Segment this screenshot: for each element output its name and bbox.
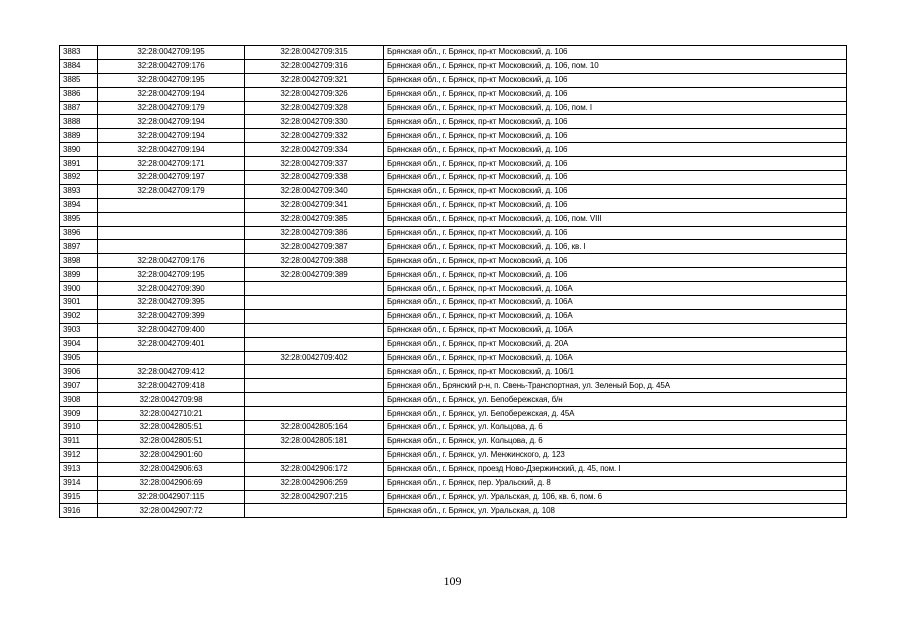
row-number-cell: 3893	[60, 184, 98, 198]
row-number-cell: 3905	[60, 351, 98, 365]
object-cadastral-number-cell	[245, 323, 384, 337]
row-number-cell: 3902	[60, 309, 98, 323]
cadastral-number-cell	[98, 212, 245, 226]
row-number-cell: 3890	[60, 143, 98, 157]
object-cadastral-number-cell: 32:28:0042709:321	[245, 73, 384, 87]
object-cadastral-number-cell	[245, 504, 384, 518]
object-cadastral-number-cell: 32:28:0042805:181	[245, 434, 384, 448]
table-row	[60, 462, 847, 476]
row-number-cell: 3888	[60, 115, 98, 129]
row-number-cell: 3907	[60, 379, 98, 393]
cadastral-number-cell: 32:28:0042709:401	[98, 337, 245, 351]
address-cell: Брянская обл., г. Брянск, пр-кт Московский, д. 106А	[384, 323, 847, 337]
table-row	[60, 309, 847, 323]
table-row	[60, 379, 847, 393]
cadastral-number-cell: 32:28:0042906:69	[98, 476, 245, 490]
address-cell: Брянская обл., г. Брянск, пер. Уральский, д. 8	[384, 476, 847, 490]
table-row	[60, 226, 847, 240]
table-row	[60, 254, 847, 268]
address-cell: Брянская обл., г. Брянск, проезд Ново-Дзержинский, д. 45, пом. I	[384, 462, 847, 476]
object-cadastral-number-cell: 32:28:0042709:338	[245, 171, 384, 185]
cadastral-number-cell: 32:28:0042709:176	[98, 59, 245, 73]
cadastral-number-cell: 32:28:0042709:195	[98, 268, 245, 282]
table-row	[60, 504, 847, 518]
table-row	[60, 421, 847, 435]
row-number-cell: 3910	[60, 421, 98, 435]
address-cell: Брянская обл., г. Брянск, пр-кт Московский, д. 106/1	[384, 365, 847, 379]
table-row	[60, 157, 847, 171]
table-row	[60, 490, 847, 504]
row-number-cell: 3908	[60, 393, 98, 407]
table-row	[60, 323, 847, 337]
address-cell: Брянская обл., г. Брянск, пр-кт Московский, д. 106, пом. I	[384, 101, 847, 115]
cadastral-number-cell: 32:28:0042805:51	[98, 434, 245, 448]
object-cadastral-number-cell: 32:28:0042709:328	[245, 101, 384, 115]
table-row	[60, 73, 847, 87]
cadastral-number-cell: 32:28:0042709:400	[98, 323, 245, 337]
cadastral-number-cell: 32:28:0042906:63	[98, 462, 245, 476]
object-cadastral-number-cell: 32:28:0042709:402	[245, 351, 384, 365]
cadastral-number-cell: 32:28:0042709:98	[98, 393, 245, 407]
address-cell: Брянская обл., г. Брянск, пр-кт Московский, д. 106	[384, 46, 847, 60]
cadastral-number-cell: 32:28:0042710:21	[98, 407, 245, 421]
object-cadastral-number-cell: 32:28:0042709:341	[245, 198, 384, 212]
object-cadastral-number-cell	[245, 393, 384, 407]
row-number-cell: 3904	[60, 337, 98, 351]
row-number-cell: 3887	[60, 101, 98, 115]
table-row	[60, 407, 847, 421]
address-cell: Брянская обл., г. Брянск, пр-кт Московский, д. 106	[384, 129, 847, 143]
object-cadastral-number-cell: 32:28:0042805:164	[245, 421, 384, 435]
table-row	[60, 115, 847, 129]
table-row	[60, 268, 847, 282]
cadastral-number-cell: 32:28:0042709:412	[98, 365, 245, 379]
row-number-cell: 3903	[60, 323, 98, 337]
row-number-cell: 3894	[60, 198, 98, 212]
row-number-cell: 3901	[60, 296, 98, 310]
table-row	[60, 351, 847, 365]
cadastral-number-cell: 32:28:0042901:60	[98, 448, 245, 462]
row-number-cell: 3906	[60, 365, 98, 379]
object-cadastral-number-cell	[245, 282, 384, 296]
row-number-cell: 3897	[60, 240, 98, 254]
cadastral-number-cell	[98, 198, 245, 212]
object-cadastral-number-cell: 32:28:0042709:340	[245, 184, 384, 198]
object-cadastral-number-cell	[245, 448, 384, 462]
cadastral-number-cell: 32:28:0042709:194	[98, 87, 245, 101]
object-cadastral-number-cell: 32:28:0042709:326	[245, 87, 384, 101]
cadastral-number-cell: 32:28:0042709:194	[98, 143, 245, 157]
table-row	[60, 393, 847, 407]
row-number-cell: 3889	[60, 129, 98, 143]
row-number-cell: 3916	[60, 504, 98, 518]
address-cell: Брянская обл., г. Брянск, пр-кт Московский, д. 106	[384, 226, 847, 240]
object-cadastral-number-cell: 32:28:0042709:389	[245, 268, 384, 282]
table-row	[60, 46, 847, 60]
address-cell: Брянская обл., г. Брянск, пр-кт Московский, д. 106	[384, 184, 847, 198]
cadastral-number-cell: 32:28:0042709:176	[98, 254, 245, 268]
address-cell: Брянская обл., г. Брянск, пр-кт Московский, д. 106	[384, 254, 847, 268]
row-number-cell: 3913	[60, 462, 98, 476]
address-cell: Брянская обл., г. Брянск, пр-кт Московский, д. 106, пом. 10	[384, 59, 847, 73]
object-cadastral-number-cell	[245, 309, 384, 323]
object-cadastral-number-cell	[245, 337, 384, 351]
object-cadastral-number-cell: 32:28:0042709:332	[245, 129, 384, 143]
cadastral-number-cell: 32:28:0042709:179	[98, 101, 245, 115]
table-row	[60, 87, 847, 101]
table-row	[60, 365, 847, 379]
row-number-cell: 3911	[60, 434, 98, 448]
address-cell: Брянская обл., г. Брянск, ул. Бепобережская, б/н	[384, 393, 847, 407]
table-body	[60, 46, 847, 518]
address-cell: Брянская обл., г. Брянск, ул. Кольцова, д. 6	[384, 421, 847, 435]
cadastral-number-cell: 32:28:0042709:194	[98, 129, 245, 143]
page-number: 109	[443, 574, 462, 588]
address-cell: Брянская обл., г. Брянск, ул. Кольцова, д. 6	[384, 434, 847, 448]
table-row	[60, 198, 847, 212]
object-cadastral-number-cell: 32:28:0042907:215	[245, 490, 384, 504]
table-row	[60, 476, 847, 490]
row-number-cell: 3915	[60, 490, 98, 504]
row-number-cell: 3883	[60, 46, 98, 60]
cadastral-number-cell: 32:28:0042709:194	[98, 115, 245, 129]
object-cadastral-number-cell	[245, 296, 384, 310]
object-cadastral-number-cell: 32:28:0042709:386	[245, 226, 384, 240]
address-cell: Брянская обл., г. Брянск, пр-кт Московский, д. 106	[384, 157, 847, 171]
address-cell: Брянская обл., г. Брянск, пр-кт Московский, д. 106	[384, 87, 847, 101]
table-row	[60, 59, 847, 73]
table-row	[60, 143, 847, 157]
object-cadastral-number-cell: 32:28:0042709:337	[245, 157, 384, 171]
cadastral-number-cell: 32:28:0042709:395	[98, 296, 245, 310]
object-cadastral-number-cell: 32:28:0042709:385	[245, 212, 384, 226]
cadastral-number-cell	[98, 351, 245, 365]
table-row	[60, 184, 847, 198]
row-number-cell: 3891	[60, 157, 98, 171]
object-cadastral-number-cell: 32:28:0042709:387	[245, 240, 384, 254]
table-row	[60, 171, 847, 185]
address-cell: Брянская обл., г. Брянск, ул. Менжинского, д. 123	[384, 448, 847, 462]
cadastral-number-cell: 32:28:0042805:51	[98, 421, 245, 435]
cadastral-number-cell: 32:28:0042709:179	[98, 184, 245, 198]
object-cadastral-number-cell: 32:28:0042906:259	[245, 476, 384, 490]
cadastral-number-cell: 32:28:0042709:197	[98, 171, 245, 185]
table-row	[60, 296, 847, 310]
address-cell: Брянская обл., г. Брянск, пр-кт Московский, д. 106	[384, 268, 847, 282]
address-cell: Брянская обл., г. Брянск, пр-кт Московский, д. 106А	[384, 282, 847, 296]
table-row	[60, 101, 847, 115]
cadastral-number-cell: 32:28:0042709:418	[98, 379, 245, 393]
row-number-cell: 3892	[60, 171, 98, 185]
cadastral-number-cell	[98, 240, 245, 254]
address-cell: Брянская обл., г. Брянск, пр-кт Московский, д. 106	[384, 171, 847, 185]
address-cell: Брянская обл., г. Брянск, пр-кт Московский, д. 106	[384, 143, 847, 157]
cadastral-number-cell: 32:28:0042709:399	[98, 309, 245, 323]
address-cell: Брянская обл., г. Брянск, ул. Бепобережская, д. 45А	[384, 407, 847, 421]
address-cell: Брянская обл., г. Брянск, пр-кт Московский, д. 106А	[384, 351, 847, 365]
row-number-cell: 3884	[60, 59, 98, 73]
object-cadastral-number-cell	[245, 407, 384, 421]
row-number-cell: 3896	[60, 226, 98, 240]
address-cell: Брянская обл., г. Брянск, пр-кт Московский, д. 106, пом. VIII	[384, 212, 847, 226]
cadastral-registry-table	[59, 45, 847, 518]
row-number-cell: 3912	[60, 448, 98, 462]
table-row	[60, 212, 847, 226]
address-cell: Брянская обл., г. Брянск, пр-кт Московский, д. 106	[384, 198, 847, 212]
row-number-cell: 3886	[60, 87, 98, 101]
object-cadastral-number-cell: 32:28:0042709:334	[245, 143, 384, 157]
row-number-cell: 3909	[60, 407, 98, 421]
table-row	[60, 129, 847, 143]
cadastral-number-cell: 32:28:0042907:115	[98, 490, 245, 504]
table-row	[60, 448, 847, 462]
address-cell: Брянская обл., г. Брянск, ул. Уральская, д. 108	[384, 504, 847, 518]
row-number-cell: 3900	[60, 282, 98, 296]
object-cadastral-number-cell: 32:28:0042906:172	[245, 462, 384, 476]
object-cadastral-number-cell	[245, 365, 384, 379]
address-cell: Брянская обл., г. Брянск, пр-кт Московский, д. 106	[384, 73, 847, 87]
row-number-cell: 3914	[60, 476, 98, 490]
row-number-cell: 3898	[60, 254, 98, 268]
table-row	[60, 282, 847, 296]
address-cell: Брянская обл., г. Брянск, пр-кт Московский, д. 106	[384, 115, 847, 129]
row-number-cell: 3885	[60, 73, 98, 87]
address-cell: Брянская обл., г. Брянск, пр-кт Московский, д. 106, кв. I	[384, 240, 847, 254]
object-cadastral-number-cell: 32:28:0042709:315	[245, 46, 384, 60]
cadastral-number-cell: 32:28:0042709:390	[98, 282, 245, 296]
row-number-cell: 3899	[60, 268, 98, 282]
cadastral-number-cell: 32:28:0042907:72	[98, 504, 245, 518]
table-row	[60, 240, 847, 254]
object-cadastral-number-cell: 32:28:0042709:388	[245, 254, 384, 268]
row-number-cell: 3895	[60, 212, 98, 226]
cadastral-number-cell	[98, 226, 245, 240]
object-cadastral-number-cell	[245, 379, 384, 393]
address-cell: Брянская обл., г. Брянск, пр-кт Московский, д. 106А	[384, 296, 847, 310]
address-cell: Брянская обл., Брянский р-н, п. Свень-Транспортная, ул. Зеленый Бор, д. 45А	[384, 379, 847, 393]
cadastral-number-cell: 32:28:0042709:195	[98, 46, 245, 60]
address-cell: Брянская обл., г. Брянск, пр-кт Московский, д. 20А	[384, 337, 847, 351]
cadastral-number-cell: 32:28:0042709:195	[98, 73, 245, 87]
table-row	[60, 434, 847, 448]
object-cadastral-number-cell: 32:28:0042709:330	[245, 115, 384, 129]
address-cell: Брянская обл., г. Брянск, ул. Уральская, д. 106, кв. 6, пом. 6	[384, 490, 847, 504]
object-cadastral-number-cell: 32:28:0042709:316	[245, 59, 384, 73]
cadastral-number-cell: 32:28:0042709:171	[98, 157, 245, 171]
table-row	[60, 337, 847, 351]
address-cell: Брянская обл., г. Брянск, пр-кт Московский, д. 106А	[384, 309, 847, 323]
